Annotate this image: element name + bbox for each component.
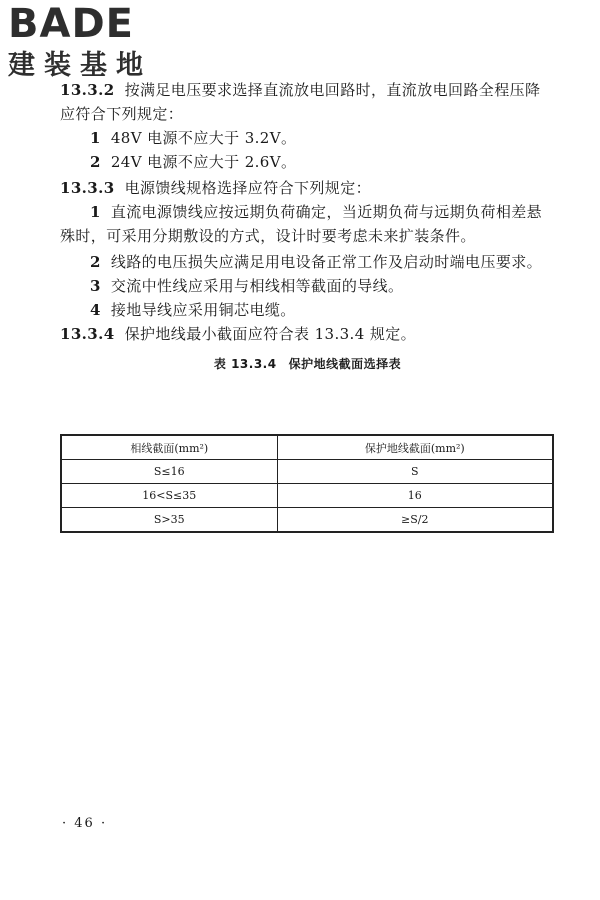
clause-number: 13.3.2 [60,81,115,99]
table-cell: 16 [277,484,553,508]
list-item [60,250,555,274]
item-text: 24V 电源不应大于 2.6V。 [110,153,297,171]
item-number: 2 [90,253,101,271]
table-caption-number: 表 13.3.4 [213,357,277,371]
clause-13-3-2 [60,78,555,126]
header-pe-section: 保护地线截面(mm²) [277,435,553,460]
protective-earth-table [60,434,554,533]
table-caption-title: 保护地线截面选择表 [288,357,402,371]
document-body [60,78,555,376]
clause-text: 电源馈线规格选择应符合下列规定： [124,179,371,197]
item-text: 线路的电压损失应满足用电设备正常工作及启动时端电压要求。 [110,253,543,271]
list-item [60,298,555,322]
item-number: 2 [90,153,101,171]
clause-13-3-3 [60,176,555,200]
item-text: 48V 电源不应大于 3.2V。 [110,129,297,147]
clause-13-3-4 [60,322,555,346]
item-number: 4 [90,301,101,319]
item-text: 接地导线应采用铜芯电缆。 [110,301,296,319]
item-text: 直流电源馈线应按远期负荷确定，当近期负荷与远期负荷相差悬殊时，可采用分期敷设的方式，设计时要考虑未来扩装条件。 [60,203,543,245]
table-row [61,484,553,508]
item-number: 1 [90,203,101,221]
clause-text: 保护地线最小截面应符合表 13.3.4 规定。 [124,325,417,343]
page-number: · 46 · [62,816,108,831]
table-header-row [61,435,553,460]
list-item [60,150,555,174]
list-item [60,274,555,298]
clause-number: 13.3.3 [60,179,115,197]
logo-wordmark: BADE [8,1,134,47]
logo-chinese-name: 建装基地 [8,50,152,81]
table-row [61,460,553,484]
header-phase-section: 相线截面(mm²) [61,435,277,460]
clause-text: 按满足电压要求选择直流放电回路时，直流放电回路全程压降应符合下列规定： [60,81,541,123]
bade-logo [8,2,188,86]
table-cell: ≥S/2 [277,508,553,533]
list-item [60,200,555,248]
item-number: 1 [90,129,101,147]
table-cell: 16<S≤35 [61,484,277,508]
item-text: 交流中性线应采用与相线相等截面的导线。 [110,277,404,295]
item-number: 3 [90,277,101,295]
table-cell: S≤16 [61,460,277,484]
table-caption [60,352,555,376]
table-cell: S>35 [61,508,277,533]
clause-number: 13.3.4 [60,325,115,343]
table-cell: S [277,460,553,484]
list-item [60,126,555,150]
table-row [61,508,553,533]
